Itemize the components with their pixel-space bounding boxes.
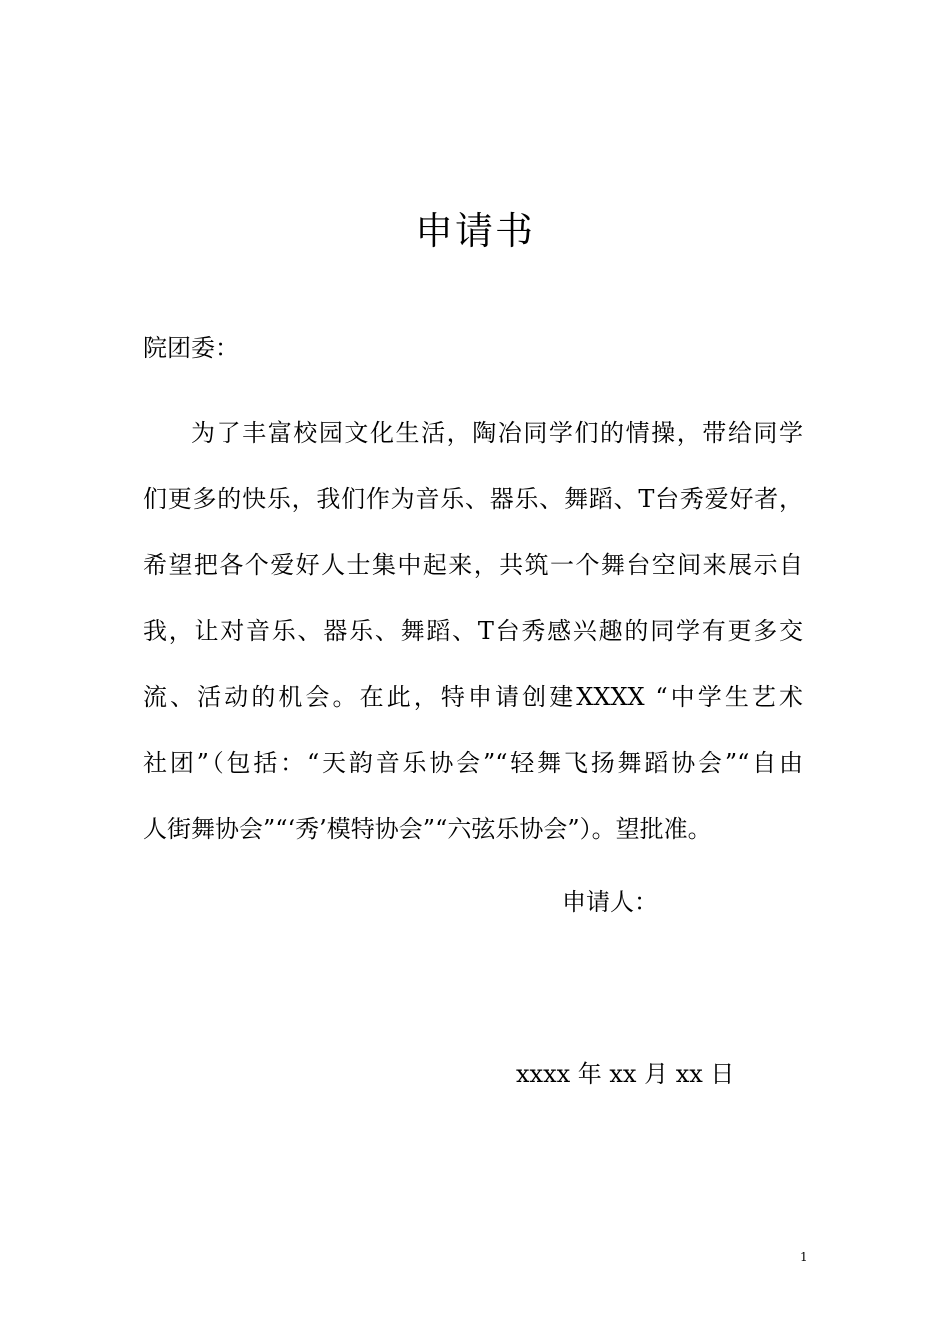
- body-line: 社团”（包括：“天韵音乐协会”“轻舞飞扬舞蹈协会”“自由: [143, 749, 803, 777]
- date-line: xxxx 年 xx 月 xx 日: [516, 1060, 735, 1088]
- salutation: 院团委：: [143, 334, 239, 362]
- applicant-label: 申请人：: [562, 888, 658, 916]
- body-line: 人街舞协会”“‘秀’模特协会”“六弦乐协会”）。望批准。: [143, 815, 712, 843]
- body-line: 流、活动的机会。在此，特申请创建XXXX “中学生艺术: [143, 683, 803, 711]
- document-title: 申请书: [414, 209, 535, 253]
- body-line: 希望把各个爱好人士集中起来，共筑一个舞台空间来展示自: [143, 551, 803, 579]
- body-line: 们更多的快乐，我们作为音乐、器乐、舞蹈、T台秀爱好者，: [143, 485, 803, 513]
- body-line: 我，让对音乐、器乐、舞蹈、T台秀感兴趣的同学有更多交: [143, 617, 803, 645]
- body-line: 为了丰富校园文化生活，陶冶同学们的情操，带给同学: [191, 419, 803, 447]
- page-number: 1: [800, 1250, 808, 1264]
- body-paragraph: [143, 400, 803, 862]
